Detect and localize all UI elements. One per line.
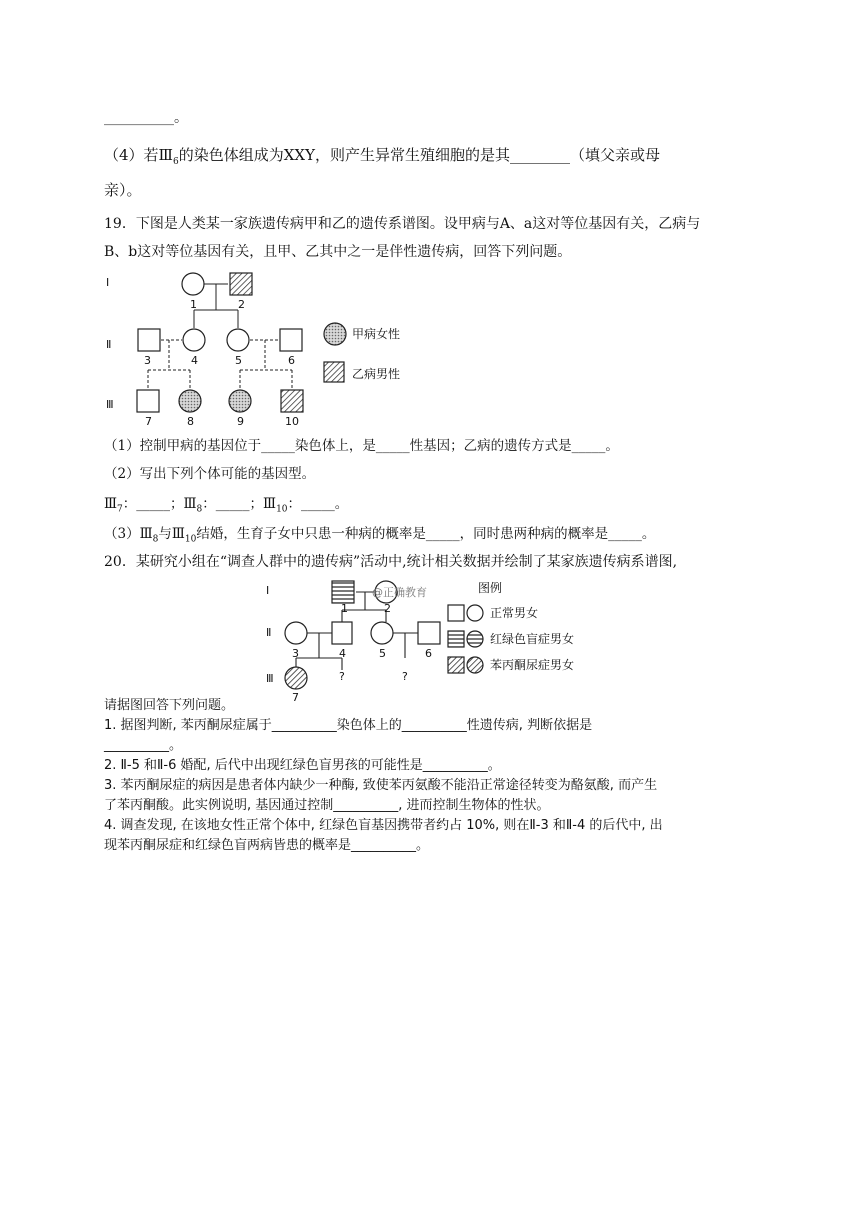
q20-l1b: __________。 (104, 738, 183, 753)
legend-pku-female-icon (467, 657, 483, 673)
q19-pedigree (100, 262, 430, 432)
watermark: @正确教育 (372, 586, 427, 599)
II-3-female (285, 622, 307, 644)
II-5-female (227, 329, 249, 351)
q19-p2: （2）写出下列个体可能的基因型。 (104, 466, 316, 482)
legend-yi-label: 乙病男性 (352, 367, 401, 381)
q20-l1: 1. 据图判断, 苯丙酮尿症属于__________染色体上的__________性遗传病, 判断依据是 (104, 718, 593, 733)
II-5-female (371, 622, 393, 644)
legend-normal-female-icon (467, 605, 483, 621)
III-7-male (137, 390, 159, 412)
q20-label-5: 5 (379, 647, 386, 660)
legend-colorblind-male-icon (448, 631, 464, 647)
legend-normal-label: 正常男女 (490, 606, 539, 620)
legend-pku-label: 苯丙酮尿症男女 (490, 658, 575, 672)
I-2-affected-male (230, 273, 252, 295)
q18-tail: __________。 (104, 110, 188, 126)
II-6-male (280, 329, 302, 351)
legend-yi-icon (324, 362, 344, 382)
I-1-female (182, 273, 204, 295)
q20-l3b: 了苯丙酮酸。此实例说明, 基因通过控制__________, 进而控制生物体的性状。 (104, 798, 550, 813)
q20-stem: 20．某研究小组在“调查人群中的遗传病”活动中,统计相关数据并绘制了某家族遗传病系谱图, (104, 554, 678, 570)
q20-label-6: 6 (425, 647, 432, 660)
II-6-male (418, 622, 440, 644)
q20-label-3: 3 (292, 647, 299, 660)
III-8-affected-female (179, 390, 201, 412)
q19-p1: （1）控制甲病的基因位于_____染色体上，是_____性基因；乙病的遗传方式是_____。 (104, 438, 619, 454)
legend-normal-male-icon (448, 605, 464, 621)
q20-gen-II-label: Ⅱ (266, 626, 272, 639)
II-3-male (138, 329, 160, 351)
label-10: 10 (285, 415, 299, 428)
legend-pku-male-icon (448, 657, 464, 673)
label-6: 6 (288, 354, 295, 367)
gen-I-label: Ⅰ (106, 276, 110, 289)
III-7-pku-female (285, 667, 307, 689)
q19-p3: $(3)Ⅲ_8$与$Ⅲ_{10}$结婚，生育子女中只患一种病的概率是_____，同时患两种病的概率是_____。 (104, 526, 656, 545)
legend-jia-label: 甲病女性 (352, 327, 401, 341)
III-9-affected-female (229, 390, 251, 412)
label-1: 1 (190, 298, 197, 311)
q19-stem-2: B、b这对等位基因有关，且甲、乙其中之一是伴性遗传病，回答下列问题。 (104, 244, 572, 260)
legend-title: 图例 (478, 581, 503, 595)
gen-II-label: Ⅱ (106, 338, 112, 351)
label-9: 9 (237, 415, 244, 428)
legend-colorblind-label: 红绿色盲症男女 (490, 632, 575, 646)
q20-l2: 2. Ⅱ-5 和Ⅱ-6 婚配, 后代中出现红绿色盲男孩的可能性是__________。 (104, 758, 501, 773)
legend-colorblind-female-icon (467, 631, 483, 647)
q20-unknown-2: ? (402, 670, 408, 683)
label-3: 3 (144, 354, 151, 367)
q20-l3: 3. 苯丙酮尿症的病因是患者体内缺少一种酶, 致使苯丙氨酸不能沿正常途径转变为酪氨酸, 而产生 (104, 778, 658, 793)
label-2: 2 (238, 298, 245, 311)
q20-instruction: 请据图回答下列问题。 (104, 698, 235, 713)
label-5: 5 (235, 354, 242, 367)
gen-III-label: Ⅲ (106, 398, 114, 411)
label-8: 8 (187, 415, 194, 428)
q20-pedigree (262, 574, 642, 702)
q20-l4b: 现苯丙酮尿症和红绿色盲两病皆患的概率是__________。 (104, 838, 430, 853)
II-4-female (183, 329, 205, 351)
q19-stem-1: 19．下图是人类某一家族遗传病甲和乙的遗传系谱图。设甲病与A、a这对等位基因有关，乙病与 (104, 216, 701, 232)
label-4: 4 (191, 354, 198, 367)
legend-jia-icon (324, 323, 346, 345)
III-10-affected-male (281, 390, 303, 412)
II-4-male (332, 622, 352, 644)
q20-label-2: 2 (384, 602, 391, 615)
q20-label-1: 1 (341, 602, 348, 615)
q18-part4-end: 亲）。 (104, 181, 142, 199)
I-1-colorblind-male (332, 581, 354, 603)
label-7: 7 (145, 415, 152, 428)
q20-label-4: 4 (339, 647, 346, 660)
q20-gen-III-label: Ⅲ (266, 672, 274, 685)
q20-l4: 4. 调查发现, 在该地女性正常个体中, 红绿色盲基因携带者约占 10%, 则在Ⅱ-3 和Ⅱ-4 的后代中, 出 (104, 818, 663, 833)
q20-gen-I-label: Ⅰ (266, 584, 270, 597)
q18-part4: （4）若$Ⅲ_6$的染色体组成为XXY，则产生异常生殖细胞的是其________（填父亲或母 (104, 146, 661, 167)
q20-label-7: 7 (292, 691, 299, 702)
q20-unknown-1: ? (339, 670, 345, 683)
q19-p2-answers: $Ⅲ_7$：_____；$Ⅲ_8$：_____；$Ⅲ_{10}$：_____。 (104, 496, 349, 515)
